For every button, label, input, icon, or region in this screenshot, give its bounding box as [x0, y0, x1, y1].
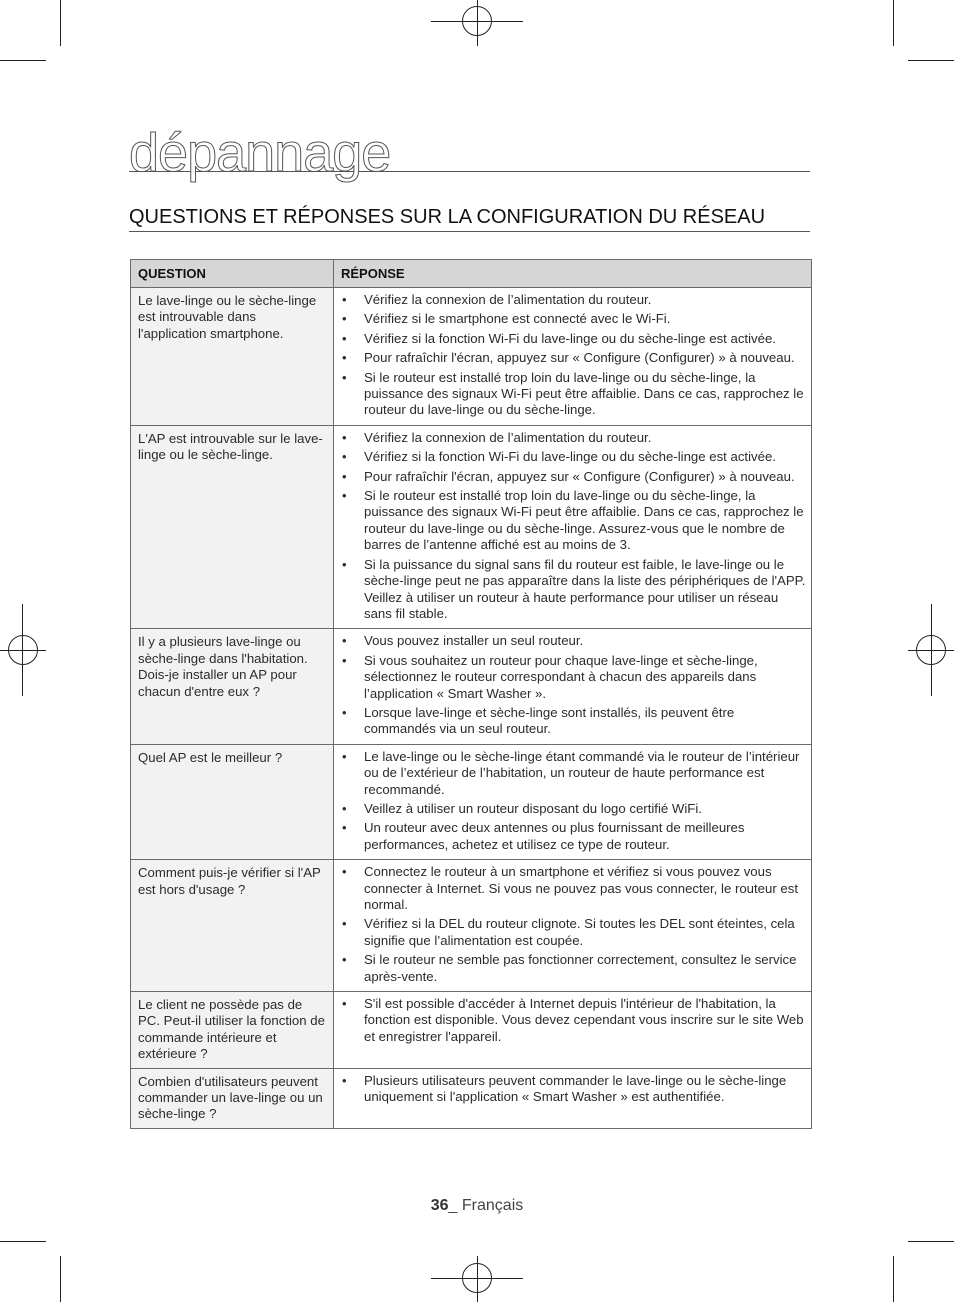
crop-mark	[908, 60, 954, 61]
section-heading: QUESTIONS ET RÉPONSES SUR LA CONFIGURATION DU RÉSEAU	[129, 206, 766, 228]
answer-cell	[334, 860, 812, 992]
page-footer	[0, 1197, 954, 1215]
question-cell: Quel AP est le meilleur ?	[131, 744, 334, 859]
answer-item: • Si vous souhaitez un routeur pour chaque lave-linge et sèche-linge, sélectionnez le routeur correspondant à chacun des appareils dans l’application « Smart Washer ».	[342, 653, 807, 702]
answer-item: • Vérifiez si la fonction Wi-Fi du lave-linge ou du sèche-linge est activée.	[342, 449, 807, 465]
crop-mark	[60, 0, 61, 46]
answer-item: • Si le routeur est installé trop loin du lave-linge ou du sèche-linge, la puissance des signaux Wi-Fi peut être affaiblie. Dans ce cas, rapprochez le routeur du lave-linge ou du sèche-linge.	[342, 370, 807, 419]
table-row	[131, 744, 812, 859]
table-header-row	[131, 260, 812, 288]
answer-item: • Vérifiez la connexion de l’alimentation du routeur.	[342, 430, 807, 446]
table-row	[131, 860, 812, 992]
qa-table	[130, 259, 812, 1129]
answer-item: • Si le routeur ne semble pas fonctionner correctement, consultez le service après-vente.	[342, 952, 807, 985]
page-title: dépannage	[129, 123, 391, 183]
crop-mark	[908, 1241, 954, 1242]
page-number: 36	[430, 1197, 449, 1214]
answer-item: • Le lave-linge ou le sèche-linge étant commandé via le routeur de l’intérieur ou de l’extérieur de l’habitation, un routeur de haute performance est recommandé.	[342, 749, 807, 798]
page-title-rule	[129, 118, 810, 183]
answer-item: • Si la puissance du signal sans fil du routeur est faible, le lave-linge ou le sèche-linge peut ne pas apparaître dans la liste des périphériques de l'APP. Veillez à utiliser un routeur à haute performance pour utiliser un réseau sans fil stable.	[342, 557, 807, 623]
question-cell: Comment puis-je vérifier si l'AP est hors d'usage ?	[131, 860, 334, 992]
question-cell: Combien d'utilisateurs peuvent commander un lave-linge ou un sèche-linge ?	[131, 1068, 334, 1128]
column-header-question: QUESTION	[131, 260, 334, 288]
answer-list	[342, 996, 807, 1045]
column-header-answer: RÉPONSE	[334, 260, 812, 288]
table-row	[131, 992, 812, 1069]
answer-item: • Vous pouvez installer un seul routeur.	[342, 633, 807, 649]
answer-item: • Un routeur avec deux antennes ou plus fournissant de meilleures performances, achetez et utilisez ce type de routeur.	[342, 820, 807, 853]
answer-item: • Veillez à utiliser un routeur disposant du logo certifié WiFi.	[342, 801, 807, 817]
crop-mark	[60, 1256, 61, 1302]
question-cell: Le client ne possède pas de PC. Peut-il utiliser la fonction de commande intérieure et extérieure ?	[131, 992, 334, 1069]
answer-item: • Connectez le routeur à un smartphone et vérifiez si vous pouvez vous connecter à Internet. Si vous ne pouvez pas vous connecter, le routeur est normal.	[342, 864, 807, 913]
answer-cell	[334, 744, 812, 859]
answer-item: • S'il est possible d'accéder à Internet depuis l'intérieur de l'habitation, la fonction est disponible. Vous devez cependant vous inscrire sur le site Web et enregistrer l'appareil.	[342, 996, 807, 1045]
answer-cell	[334, 1068, 812, 1128]
answer-list	[342, 1073, 807, 1106]
crop-mark	[893, 1256, 894, 1302]
answer-cell	[334, 629, 812, 744]
table-row	[131, 288, 812, 426]
answer-item: • Vérifiez la connexion de l’alimentation du routeur.	[342, 292, 807, 308]
answer-cell	[334, 288, 812, 426]
answer-list	[342, 430, 807, 622]
question-cell: L'AP est introuvable sur le lave-linge ou le sèche-linge.	[131, 425, 334, 628]
question-cell: Le lave-linge ou le sèche-linge est introuvable dans l'application smartphone.	[131, 288, 334, 426]
answer-cell	[334, 425, 812, 628]
answer-list	[342, 292, 807, 419]
answer-item: • Lorsque lave-linge et sèche-linge sont installés, ils peuvent être commandés via un seul routeur.	[342, 705, 807, 738]
answer-item: • Vérifiez si la fonction Wi-Fi du lave-linge ou du sèche-linge est activée.	[342, 331, 807, 347]
answer-cell	[334, 992, 812, 1069]
answer-list	[342, 864, 807, 985]
crop-mark	[893, 0, 894, 46]
table-row	[131, 425, 812, 628]
question-cell: Il y a plusieurs lave-linge ou sèche-linge dans l'habitation. Dois-je installer un AP pour chacun d'entre eux ?	[131, 629, 334, 744]
answer-item: • Plusieurs utilisateurs peuvent commander le lave-linge ou le sèche-linge uniquement si l'application « Smart Washer » est authentifiée.	[342, 1073, 807, 1106]
answer-item: • Vérifiez si la DEL du routeur clignote. Si toutes les DEL sont éteintes, cela signifie que l’alimentation est coupée.	[342, 916, 807, 949]
answer-item: • Pour rafraîchir l'écran, appuyez sur « Configure (Configurer) » à nouveau.	[342, 469, 807, 485]
table-row	[131, 629, 812, 744]
section-heading-rule	[129, 204, 810, 232]
crop-mark	[0, 1241, 46, 1242]
answer-list	[342, 749, 807, 853]
answer-list	[342, 633, 807, 737]
footer-language: _ Français	[448, 1197, 524, 1214]
crop-mark	[0, 60, 46, 61]
answer-item: • Si le routeur est installé trop loin du lave-linge ou du sèche-linge, la puissance des signaux Wi-Fi peut être affaiblie. Dans ce cas, rapprochez le routeur du lave-linge ou du sèche-linge. Assurez-vous que le nombre de barres de l’antenne affiché est au moins de 3.	[342, 488, 807, 554]
table-row	[131, 1068, 812, 1128]
answer-item: • Pour rafraîchir l'écran, appuyez sur « Configure (Configurer) » à nouveau.	[342, 350, 807, 366]
answer-item: • Vérifiez si le smartphone est connecté avec le Wi-Fi.	[342, 311, 807, 327]
